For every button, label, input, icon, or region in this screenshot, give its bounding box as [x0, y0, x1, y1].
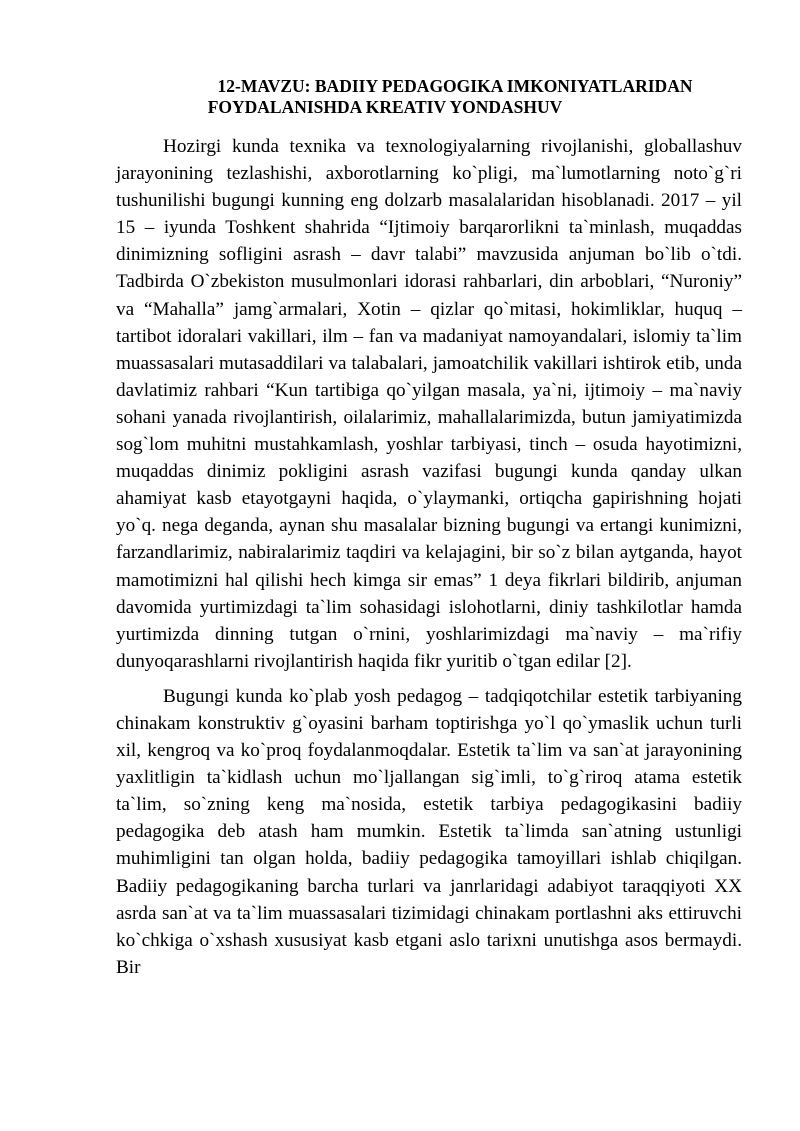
title-line-2: FOYDALANISHDA KREATIV YONDASHUV — [207, 97, 563, 117]
title-line-1: 12-MAVZU: BADIIY PEDAGOGIKA IMKONIYATLARIDAN — [217, 76, 693, 96]
paragraph-1: Hozirgi kunda texnika va texnologiyalarning rivojlanishi, globallashuv jarayonining tezlashishi, axborotlarning ko`pligi, ma`lumotlarning noto`g`ri tushunilishi bugungi kunning eng dolzarb masalalaridan hisoblanadi. 2017 – yil 15 – iyunda Toshkent shahrida “Ijtimoiy barqarorlikni ta`minlash, muqaddas dinimizning sofligini asrash – davr talabi” mavzusida anjuman bo`lib o`tdi. Tadbirda O`zbekiston musulmonlari idorasi rahbarlari, din arboblari, “Nuroniy” va “Mahalla” jamg`armalari, Xotin – qizlar qo`mitasi, hokimliklar, huquq – tartibot idoralari vakillari, ilm – fan va madaniyat namoyandalari, islomiy ta`lim muassasalari mutasaddilari va talabalari, jamoatchilik vakillari ishtirok etib, unda davlatimiz rahbari “Kun tartibiga qo`yilgan masala, ya`ni, ijtimoiy – ma`naviy sohani yanada rivojlantirish, oilalarimiz, mahallalarimizda, butun jamiyatimizda sog`lom muhitni mustahkamlash, yoshlar tarbiyasi, tinch – osuda hayotimizni, muqaddas dinimiz pokligini asrash vazifasi bugungi kunda qanday ulkan ahamiyat kasb etayotgayni haqida, o`ylaymanki, ortiqcha gapirishning hojati yo`q. nega deganda, aynan shu masalalar bizning bugungi va ertangi kunimizni, farzandlarimiz, nabiralarimiz taqdiri va kelajagini, bir so`z bilan aytganda, hayot mamotimizni hal qilishi hech kimga sir emas” 1 deya fikrlari bildirib, anjuman davomida yurtimizdagi ta`lim sohasidagi islohotlarni, diniy tashkilotlar hamda yurtimizda dinning tutgan o`rnini, yoshlarimizdagi ma`naviy – ma`rifiy dunyoqarashlarni rivojlantirish haqida fikr yuritib o`tgan edilar [2]. — [116, 136, 742, 672]
page-title — [0, 76, 800, 118]
document-body — [116, 133, 742, 981]
paragraph-2: Bugungi kunda ko`plab yosh pedagog – tadqiqotchilar estetik tarbiyaning chinakam konstruktiv g`oyasini barham toptirishga yo`l qo`ymaslik uchun turli xil, kengroq va ko`proq foydalanmoqdalar. Estetik ta`lim va san`at jarayonining yaxlitligin ta`kidlash uchun mo`ljallangan sig`imli, to`g`riroq atama estetik ta`lim, so`zning keng ma`nosida, estetik tarbiya pedagogikasini badiiy pedagogika deb atash ham mumkin. Estetik ta`limda san`atning ustunligi muhimligini tan olgan holda, badiiy pedagogika tamoyillari ishlab chiqilgan. Badiiy pedagogikaning barcha turlari va janrlaridagi adabiyot taraqqiyoti XX asrda san`at va ta`lim muassasalari tizimidagi chinakam portlashni aks ettiruvchi ko`chkiga o`xshash xususiyat kasb etgani aslo tarixni unutishga asos bermaydi. Bir — [116, 685, 742, 978]
